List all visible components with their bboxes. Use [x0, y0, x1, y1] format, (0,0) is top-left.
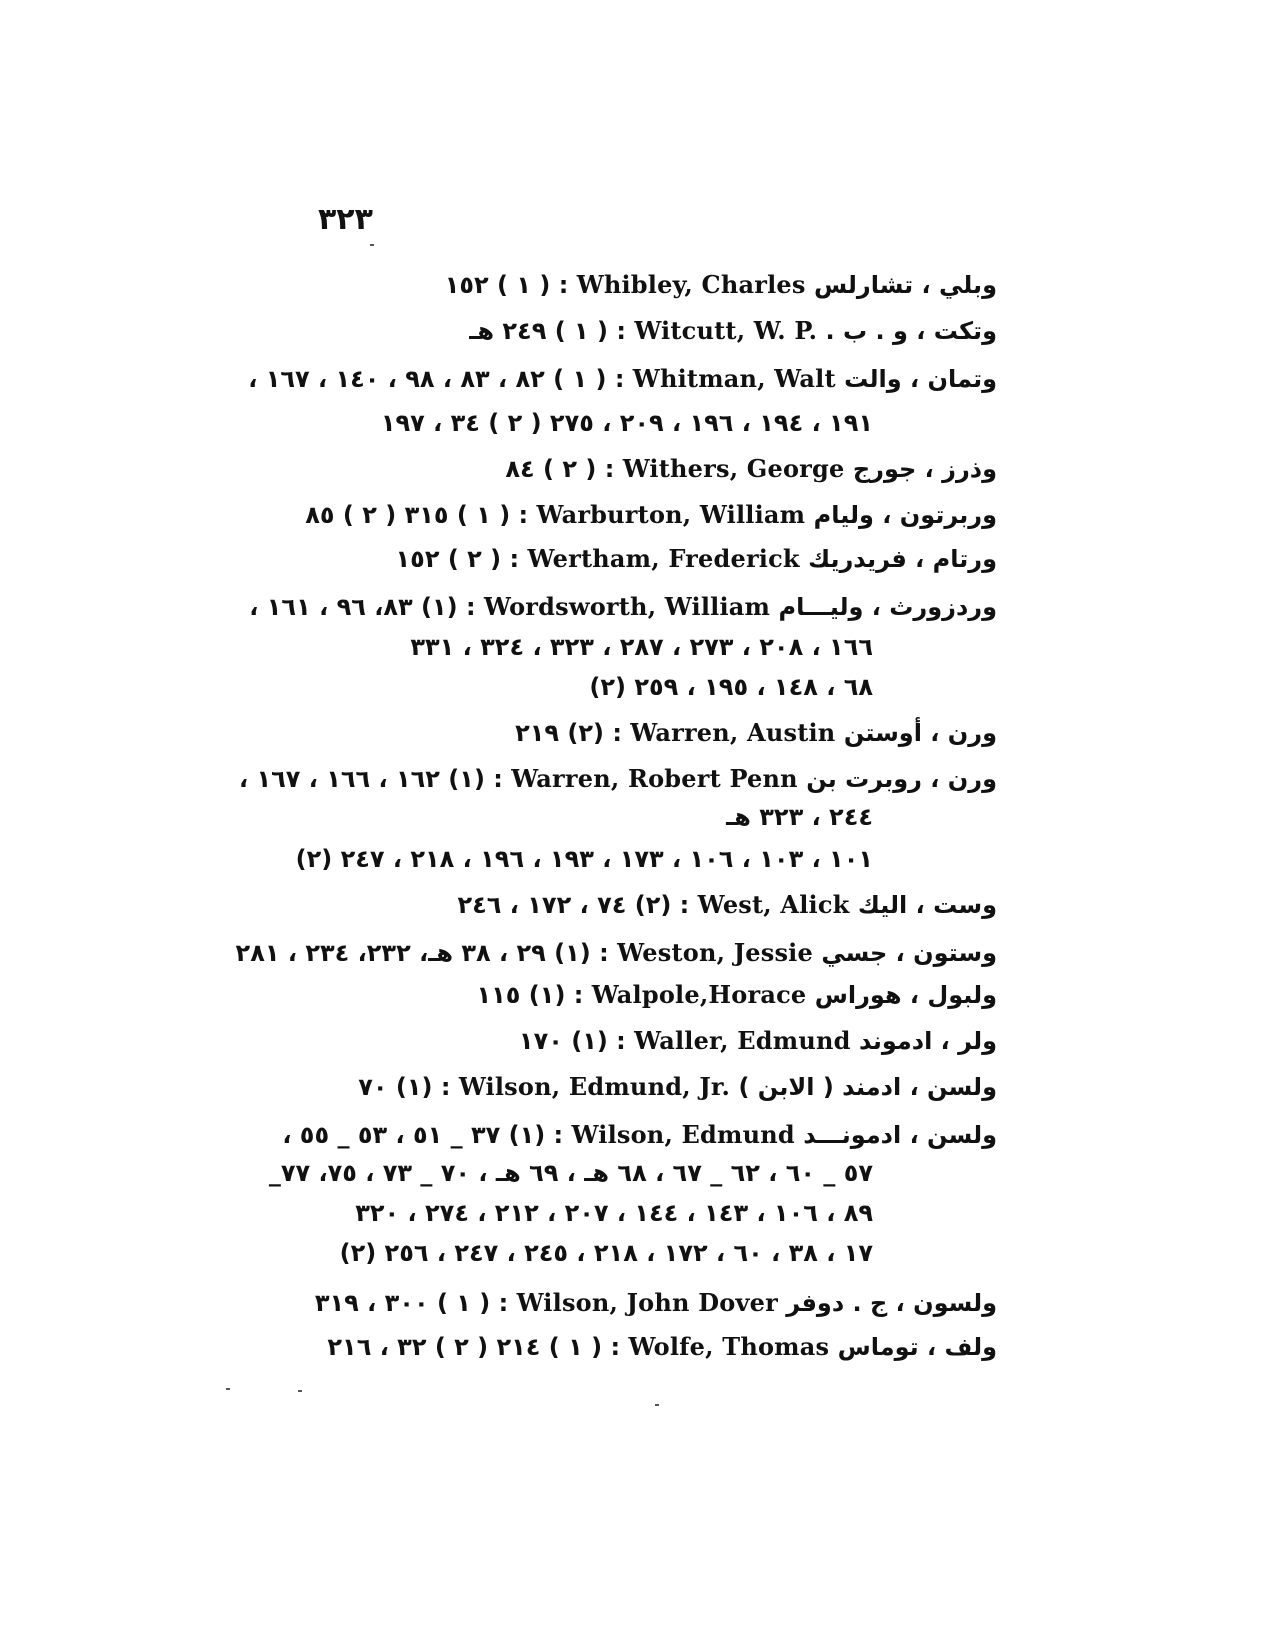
entry-page-refs: : (١) ١٧٠ — [518, 1027, 626, 1055]
index-entry — [396, 542, 997, 576]
entry-english-name: Weston, Jessie — [617, 938, 813, 967]
entry-english-name: Warburton, William — [536, 500, 806, 529]
entry-arabic-name: ولبول ، هوراس — [814, 981, 997, 1009]
entry-continuation: ١٩١ ، ١٩٤ ، ١٩٦ ، ٢٠٩ ، ٢٧٥ ( ٢ ) ٣٤ ، ١٩٧ — [380, 409, 873, 437]
entry-english-name: Whibley, Charles — [576, 270, 806, 299]
entry-page-refs: : (١) ١١٥ — [476, 981, 584, 1009]
index-entry — [248, 362, 997, 396]
entry-page-refs: : (٢) ٧٤ ، ١٧٢ ، ٢٤٦ — [457, 891, 690, 919]
entry-continuation: ٥٧ _ ٦٠ ، ٦٢ _ ٦٧ ، ٦٨ هـ ، ٦٩ هـ ، ٧٠ _ ٧٣ ، ٧٥، ٧٧_ — [268, 1159, 873, 1187]
entry-english-name: Whitman, Walt — [632, 364, 836, 393]
entry-english-name: Walpole,Horace — [591, 980, 807, 1009]
entry-page-refs: : (٢) ٢١٩ — [515, 719, 622, 747]
index-entry — [458, 888, 998, 922]
entry-english-name: Withers, George — [622, 454, 845, 483]
entry-continuation: (٢) ١٧ ، ٣٨ ، ٦٠ ، ١٧٢ ، ٢١٨ ، ٢٤٥ ، ٢٤٧ ، ٢٥٦ — [339, 1239, 873, 1267]
entry-english-name: Wordsworth, William — [483, 592, 771, 621]
entry-english-name: Wertham, Frederick — [527, 544, 800, 573]
scan-mark — [226, 1388, 230, 1390]
entry-english-name: West, Alick — [697, 890, 850, 919]
entry-page-refs: : ( ١ ) ٢٤٩ هـ — [469, 317, 626, 345]
entry-page-refs: : (١) ٨٣، ٩٦ ، ١٦١ ، — [249, 593, 476, 621]
entry-arabic-name: ولسن ، ادمند ( الابن ) — [738, 1073, 997, 1101]
scan-mark — [655, 1404, 659, 1406]
index-entry — [315, 1286, 997, 1320]
index-entry — [505, 452, 997, 486]
entry-page-refs: : (١) ٧٠ — [358, 1073, 451, 1101]
entry-arabic-name: وربرتون ، وليام — [813, 501, 997, 529]
index-entry — [236, 936, 997, 970]
entry-arabic-name: وتكت ، و . ب . — [825, 317, 997, 345]
entry-continuation: (٢) ١٠١ ، ١٠٣ ، ١٠٦ ، ١٧٣ ، ١٩٣ ، ١٩٦ ، ٢١٨ ، ٢٤٧ — [295, 845, 873, 873]
entry-page-refs: : ( ١ ) ٨٢ ، ٨٣ ، ٩٨ ، ١٤٠ ، ١٦٧ ، — [248, 365, 625, 393]
entry-continuation: ٢٤٤ ، ٣٢٣ هـ — [726, 803, 873, 831]
entry-continuation: (٢) ٦٨ ، ١٤٨ ، ١٩٥ ، ٢٥٩ — [589, 673, 873, 701]
entry-arabic-name: ولر ، ادموند — [858, 1027, 997, 1055]
entry-arabic-name: وستون ، جسي — [821, 939, 997, 967]
entry-page-refs: : (١) ١٦٢ ، ١٦٦ ، ١٦٧ ، — [238, 765, 503, 793]
index-entry — [358, 1070, 997, 1104]
index-entry — [282, 1118, 997, 1152]
entry-english-name: Witcutt, W. P. — [634, 316, 818, 345]
entry-english-name: Wilson, John Dover — [516, 1288, 778, 1317]
entry-continuation: ١٦٦ ، ٢٠٨ ، ٢٧٣ ، ٢٨٧ ، ٣٢٣ ، ٣٢٤ ، ٣٣١ — [410, 633, 873, 661]
entry-page-refs: : (١) ٣٧ _ ٥١ ، ٥٣ _ ٥٥ ، — [282, 1121, 564, 1149]
entry-english-name: Waller, Edmund — [634, 1026, 851, 1055]
entry-english-name: Wolfe, Thomas — [628, 1332, 830, 1361]
entry-arabic-name: وردزورث ، وليـــام — [778, 593, 997, 621]
scan-mark — [370, 244, 374, 246]
entry-arabic-name: ورتام ، فريدريك — [808, 545, 997, 573]
entry-arabic-name: ورن ، أوستن — [843, 719, 997, 747]
entry-english-name: Wilson, Edmund, Jr. — [458, 1072, 731, 1101]
entry-page-refs: : ( ١ ) ٣٠٠ ، ٣١٩ — [314, 1289, 509, 1317]
page-number: ٣٢٣ — [318, 202, 373, 237]
index-entry — [469, 314, 997, 348]
entry-arabic-name: ولف ، توماس — [837, 1333, 997, 1361]
entry-english-name: Warren, Robert Penn — [511, 764, 798, 793]
scan-mark — [298, 1390, 302, 1392]
entry-english-name: Wilson, Edmund — [571, 1120, 795, 1149]
entry-english-name: Warren, Austin — [630, 718, 836, 747]
index-entry — [327, 1330, 997, 1364]
entry-arabic-name: وذرز ، جورج — [852, 455, 997, 483]
index-entry — [249, 590, 997, 624]
index-entry — [519, 1024, 997, 1058]
entry-page-refs: : ( ٢ ) ٨٤ — [505, 455, 615, 483]
entry-page-refs: : ( ١ ) ٢١٤ ( ٢ ) ٣٢ ، ٢١٦ — [327, 1333, 621, 1361]
index-entry — [305, 498, 997, 532]
index-entry — [515, 716, 997, 750]
entry-arabic-name: ورن ، روبرت بن — [806, 765, 997, 793]
entry-page-refs: : ( ١ ) ٣١٥ ( ٢ ) ٨٥ — [305, 501, 529, 529]
entry-arabic-name: وست ، اليك — [857, 891, 997, 919]
entry-arabic-name: ولسن ، ادمونـــد — [803, 1121, 997, 1149]
entry-page-refs: : (١) ٢٩ ، ٣٨ هـ، ٢٣٢، ٢٣٤ ، ٢٨١ — [235, 939, 609, 967]
entry-page-refs: : ( ١ ) ١٥٢ — [444, 271, 569, 299]
entry-arabic-name: وبلي ، تشارلس — [813, 271, 997, 299]
index-entry — [477, 978, 998, 1012]
entry-page-refs: : ( ٢ ) ١٥٢ — [395, 545, 520, 573]
index-entry — [445, 268, 997, 302]
entry-arabic-name: وتمان ، والت — [844, 365, 997, 393]
entry-continuation: ٨٩ ، ١٠٦ ، ١٤٣ ، ١٤٤ ، ٢٠٧ ، ٢١٢ ، ٢٧٤ ، ٣٢٠ — [355, 1199, 873, 1227]
index-entry — [239, 762, 997, 796]
entry-arabic-name: ولسون ، ج . دوفر — [786, 1289, 997, 1317]
